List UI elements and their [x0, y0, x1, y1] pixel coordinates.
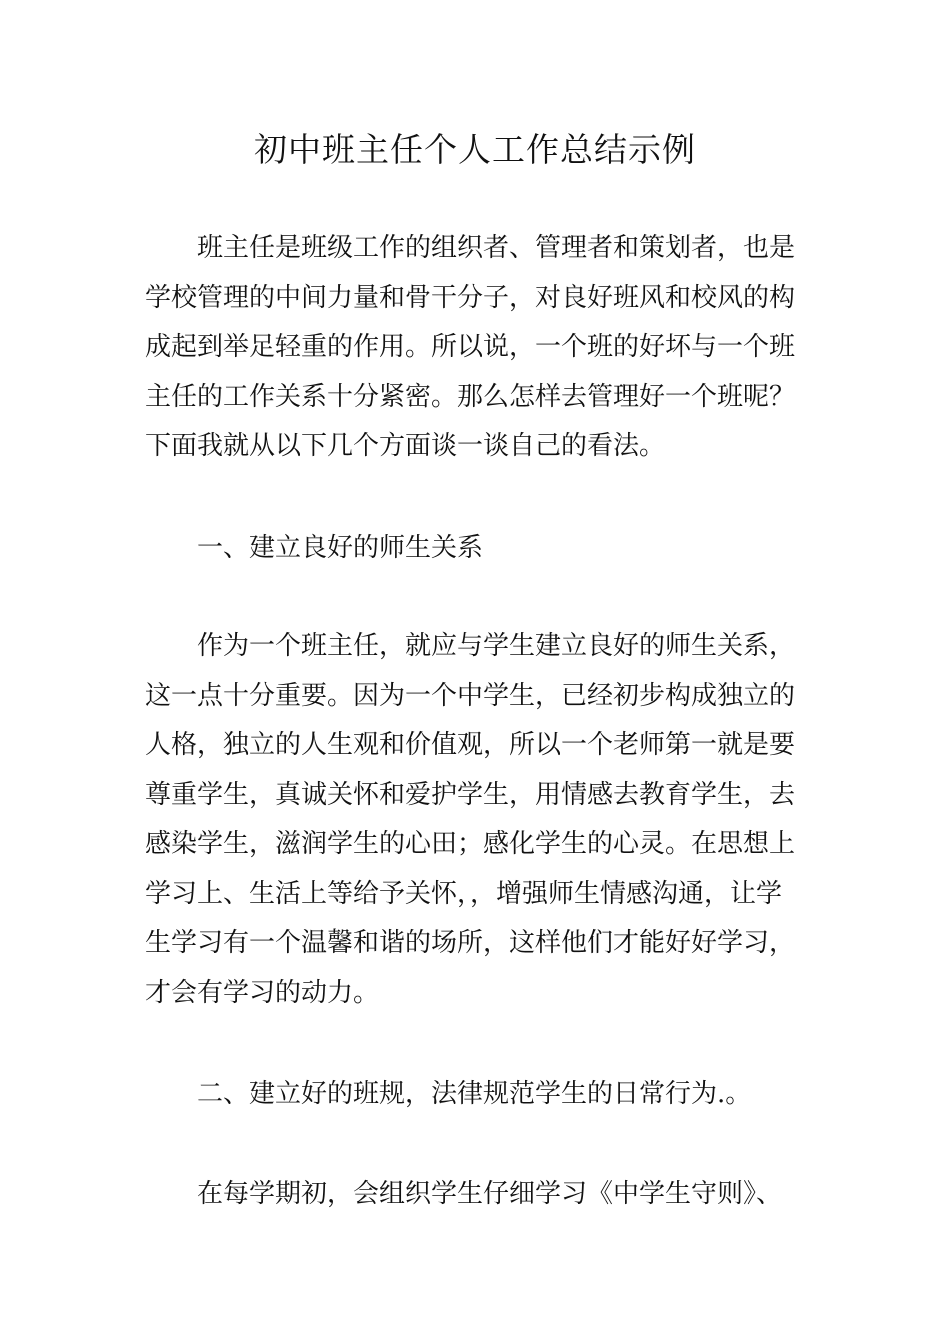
paragraph-line: 才会有学习的动力。 — [145, 977, 380, 1008]
paragraph-line: 这一点十分重要。因为一个中学生，已经初步构成独立的 — [145, 680, 796, 711]
paragraph-line: 下面我就从以下几个方面谈一谈自己的看法。 — [145, 431, 666, 461]
paragraph-line: 感染学生，滋润学生的心田；感化学生的心灵。在思想上 — [145, 829, 796, 859]
paragraph-line: 主任的工作关系十分紧密。那么怎样去管理好一个班呢？ — [145, 381, 796, 412]
intro-paragraph — [145, 224, 810, 472]
paragraph-line: 生学习有一个温馨和谐的场所，这样他们才能好好学习， — [145, 928, 796, 958]
section-heading-2: 二、建立好的班规，法律规范学生的日常行为.。 — [197, 1079, 752, 1109]
paragraph-line: 在每学期初，会组织学生仔细学习《中学生守则》、 — [197, 1179, 783, 1209]
section-1-paragraph — [145, 622, 810, 1018]
paragraph-line: 尊重学生，真诚关怀和爱护学生，用情感去教育学生，去 — [145, 779, 796, 810]
section-2-paragraph — [145, 1170, 810, 1220]
paragraph-line: 人格，独立的人生观和价值观，所以一个老师第一就是要 — [145, 730, 796, 760]
paragraph-line: 学校管理的中间力量和骨干分子，对良好班风和校风的构 — [145, 282, 796, 313]
document-title: 初中班主任个人工作总结示例 — [254, 130, 696, 169]
paragraph-line: 作为一个班主任，就应与学生建立良好的师生关系， — [197, 631, 796, 661]
paragraph-line: 班主任是班级工作的组织者、管理者和策划者，也是 — [197, 233, 796, 263]
paragraph-line: 成起到举足轻重的作用。所以说，一个班的好坏与一个班 — [145, 332, 796, 362]
section-heading-1: 一、建立良好的师生关系 — [197, 533, 484, 563]
paragraph-line: 学习上、生活上等给予关怀，，增强师生情感沟通，让学 — [145, 878, 783, 909]
